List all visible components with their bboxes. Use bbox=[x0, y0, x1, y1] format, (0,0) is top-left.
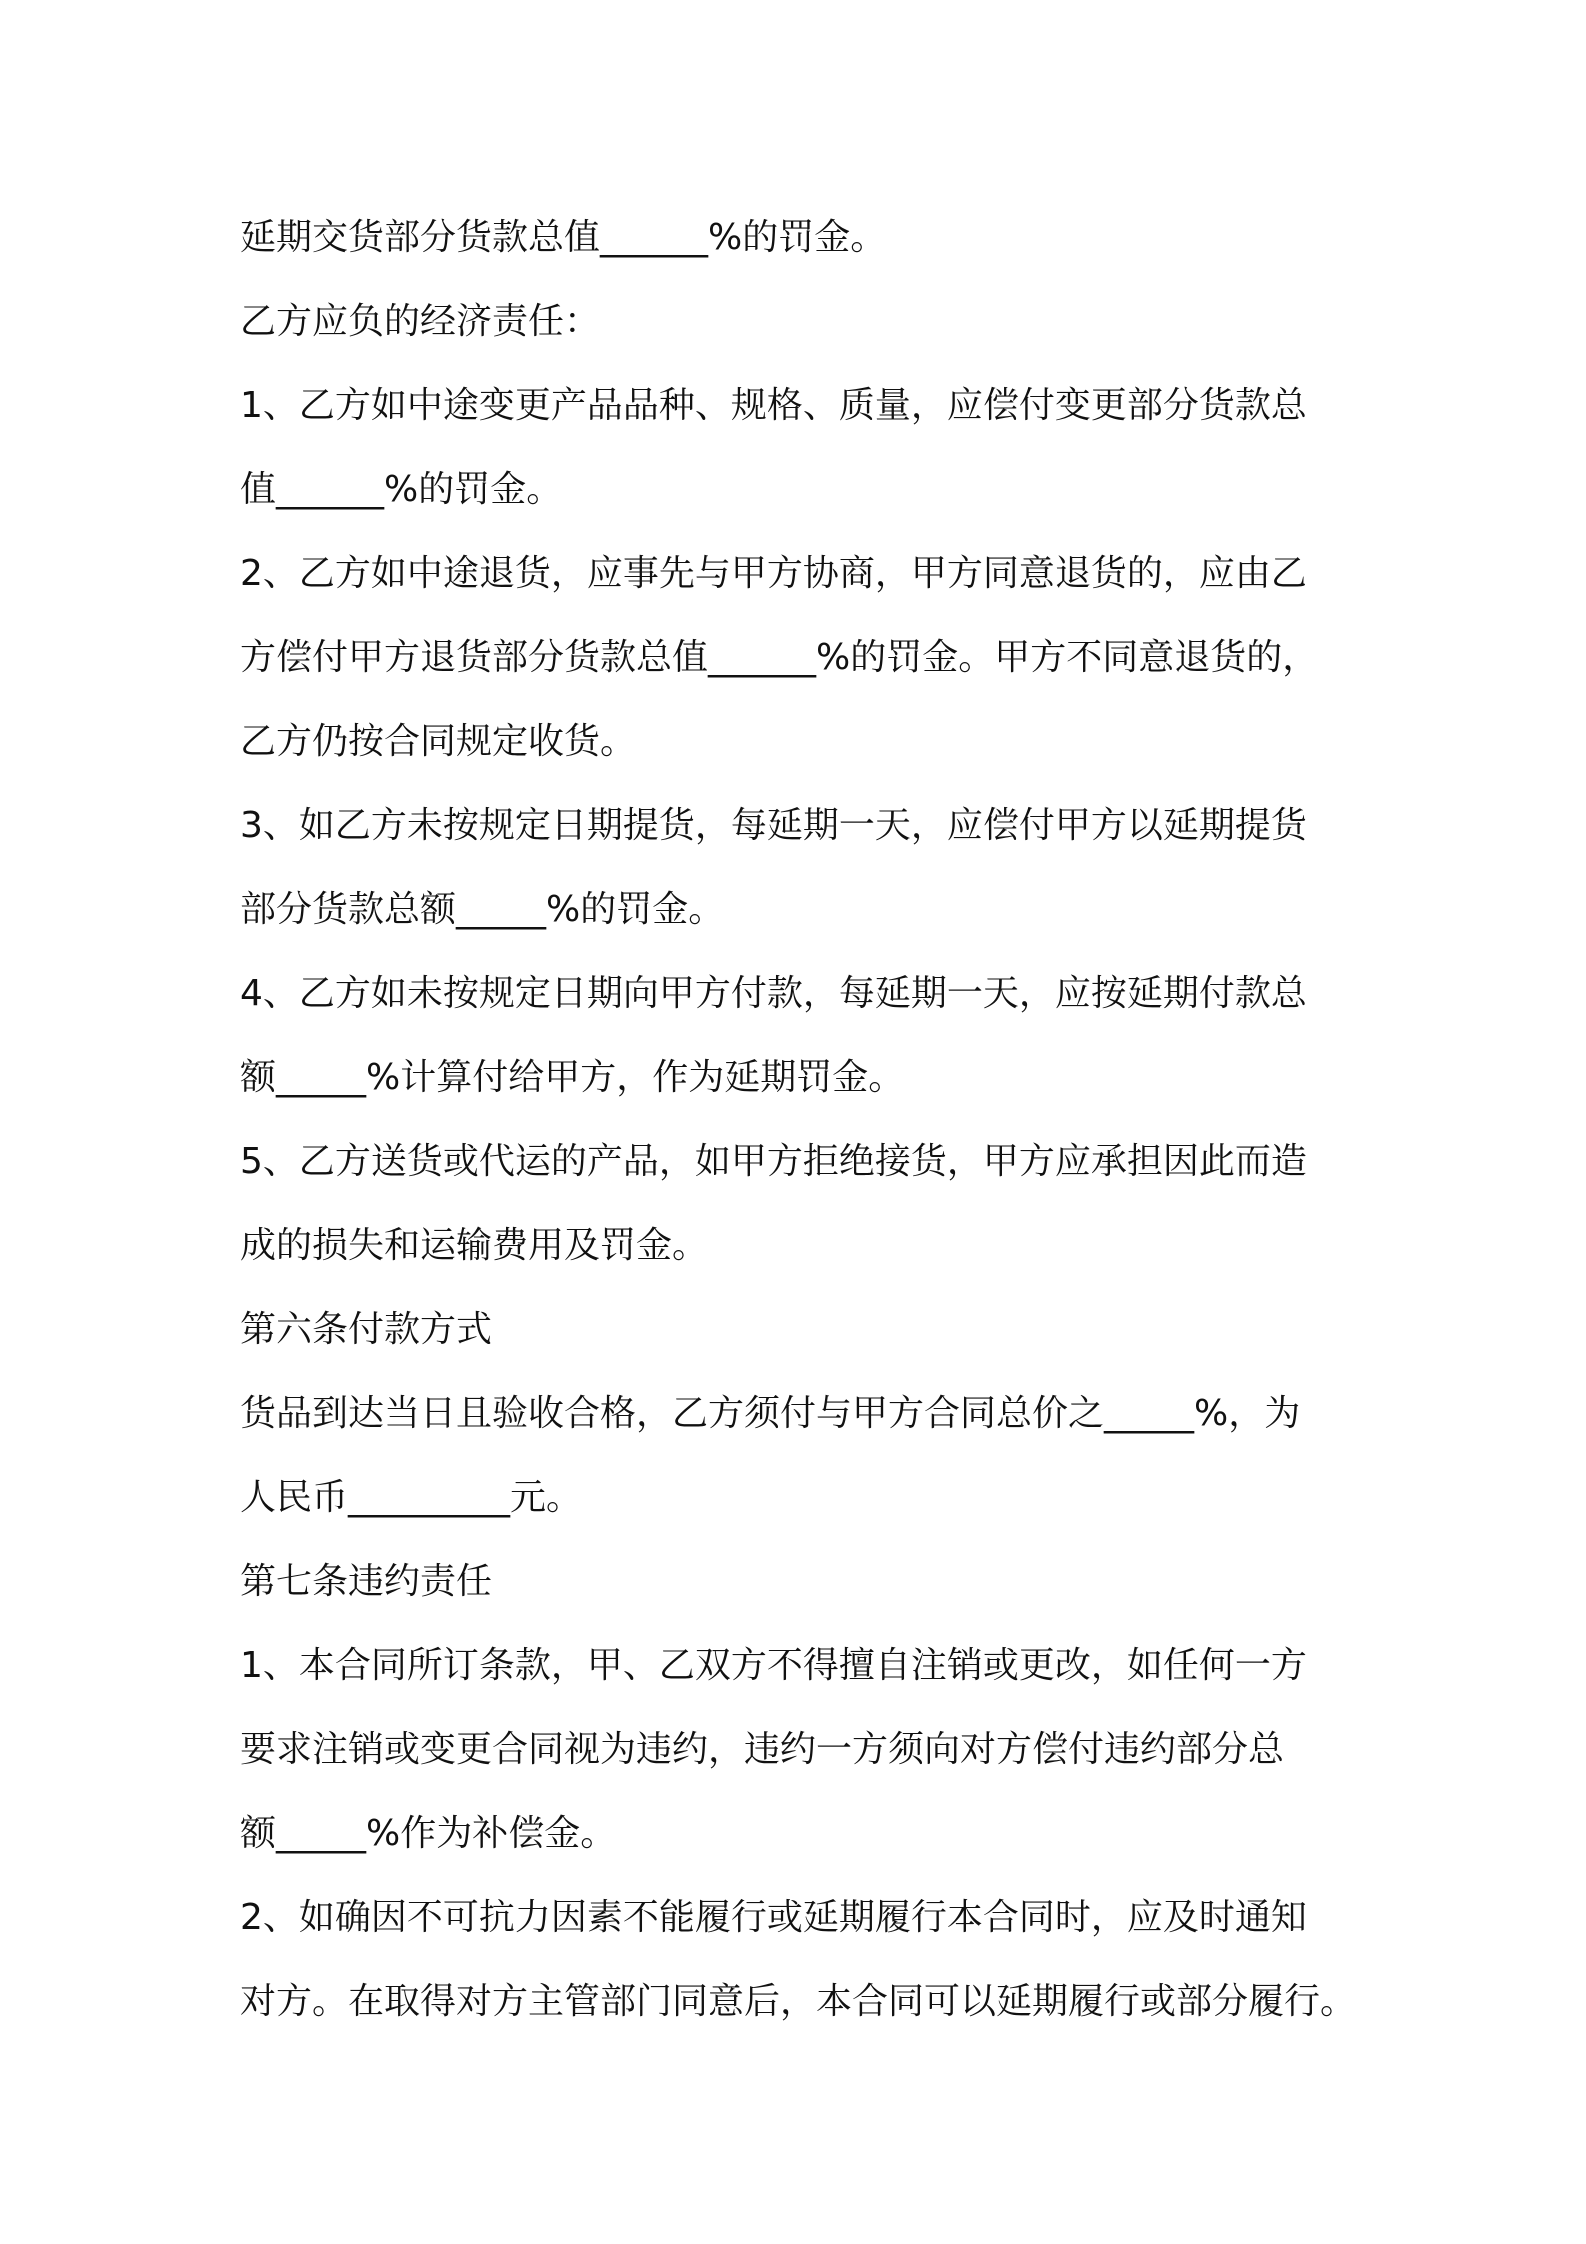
section-heading: 第六条付款方式 bbox=[240, 1309, 493, 1350]
text-line: 1、本合同所订条款，甲、乙双方不得擅自注销或更改，如任何一方 bbox=[240, 1645, 1307, 1686]
text-line: 人民币_________元。 bbox=[240, 1477, 583, 1518]
text-line: 1、乙方如中途变更产品品种、规格、质量，应偿付变更部分货款总 bbox=[240, 385, 1307, 426]
section-heading: 第七条违约责任 bbox=[240, 1561, 493, 1602]
text-line: 货品到达当日且验收合格，乙方须付与甲方合同总价之_____%，为 bbox=[240, 1393, 1301, 1434]
text-line: 2、乙方如中途退货，应事先与甲方协商，甲方同意退货的，应由乙 bbox=[240, 553, 1307, 594]
text-line: 乙方应负的经济责任： bbox=[240, 301, 601, 342]
text-line: 成的损失和运输费用及罚金。 bbox=[240, 1225, 709, 1266]
text-line: 乙方仍按合同规定收货。 bbox=[240, 721, 637, 762]
text-line: 延期交货部分货款总值______%的罚金。 bbox=[240, 217, 887, 258]
text-line: 值______%的罚金。 bbox=[240, 469, 563, 510]
document-body bbox=[240, 196, 1360, 2044]
text-line: 5、乙方送货或代运的产品，如甲方拒绝接货，甲方应承担因此而造 bbox=[240, 1141, 1307, 1182]
text-line: 4、乙方如未按规定日期向甲方付款，每延期一天，应按延期付款总 bbox=[240, 973, 1307, 1014]
text-line: 方偿付甲方退货部分货款总值______%的罚金。甲方不同意退货的， bbox=[240, 637, 1319, 678]
text-line: 2、如确因不可抗力因素不能履行或延期履行本合同时，应及时通知 bbox=[240, 1897, 1307, 1938]
text-line: 额_____%计算付给甲方，作为延期罚金。 bbox=[240, 1057, 905, 1098]
text-line: 部分货款总额_____%的罚金。 bbox=[240, 889, 725, 930]
text-line: 3、如乙方未按规定日期提货，每延期一天，应偿付甲方以延期提货 bbox=[240, 805, 1307, 846]
text-line: 对方。在取得对方主管部门同意后，本合同可以延期履行或部分履行。 bbox=[240, 1981, 1357, 2022]
text-line: 额_____%作为补偿金。 bbox=[240, 1813, 617, 1854]
text-line: 要求注销或变更合同视为违约，违约一方须向对方偿付违约部分总 bbox=[240, 1729, 1285, 1770]
